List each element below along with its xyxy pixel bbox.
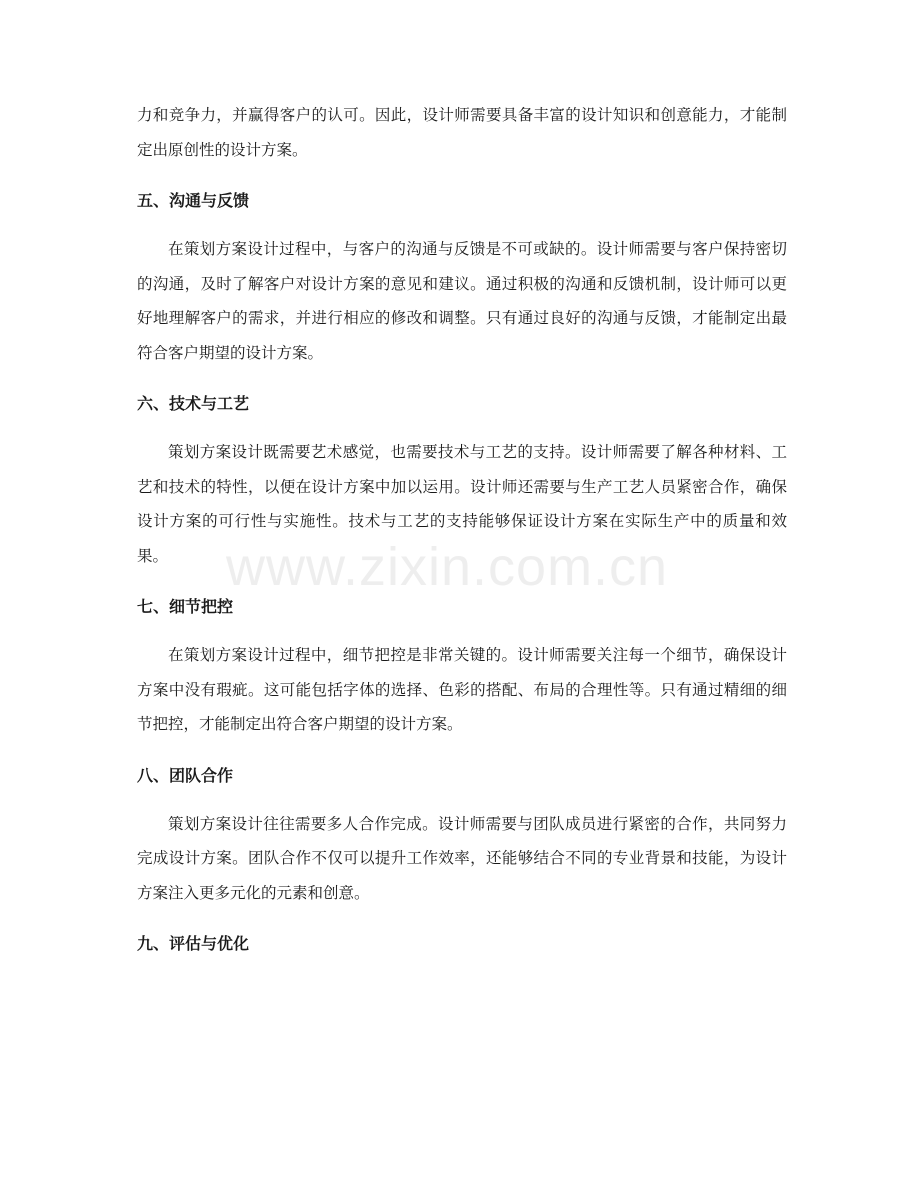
watermark-text: www.zixin.com.cn xyxy=(226,537,669,597)
section-body-technology: 策划方案设计既需要艺术感觉，也需要技术与工艺的支持。设计师需要了解各种材料、工艺和技术的特性，以便在设计方案中加以运用。设计师还需要与生产工艺人员紧密合作，确保设计方案的可行性与实施性。技术与工艺的支持能够保证设计方案在实际生产中的质量和效果。 xyxy=(137,443,787,565)
section-heading-communication: 五、沟通与反馈 xyxy=(137,191,250,210)
section-heading-evaluation: 九、评估与优化 xyxy=(137,934,250,953)
section-heading-technology: 六、技术与工艺 xyxy=(137,394,250,413)
section-body-details: 在策划方案设计过程中，细节把控是非常关键的。设计师需要关注每一个细节，确保设计方案中没有瑕疵。这可能包括字体的选择、色彩的搭配、布局的合理性等。只有通过精细的细节把控，才能制定出符合客户期望的设计方案。 xyxy=(137,646,787,733)
document-content xyxy=(137,98,787,956)
section-heading-teamwork: 八、团队合作 xyxy=(137,765,234,785)
section-body-communication: 在策划方案设计过程中，与客户的沟通与反馈是不可或缺的。设计师需要与客户保持密切的沟通，及时了解客户对设计方案的意见和建议。通过积极的沟通和反馈机制，设计师可以更好地理解客户的需求，并进行相应的修改和调整。只有通过良好的沟通与反馈，才能制定出最符合客户期望的设计方案。 xyxy=(137,240,787,362)
section-body-teamwork: 策划方案设计往往需要多人合作完成。设计师需要与团队成员进行紧密的合作，共同努力完成设计方案。团队合作不仅可以提升工作效率，还能够结合不同的专业背景和技能，为设计方案注入更多元化的元素和创意。 xyxy=(137,814,787,902)
intro-paragraph: 力和竞争力，并赢得客户的认可。因此，设计师需要具备丰富的设计知识和创意能力，才能制定出原创性的设计方案。 xyxy=(137,106,787,159)
section-heading-details: 七、细节把控 xyxy=(137,597,234,616)
